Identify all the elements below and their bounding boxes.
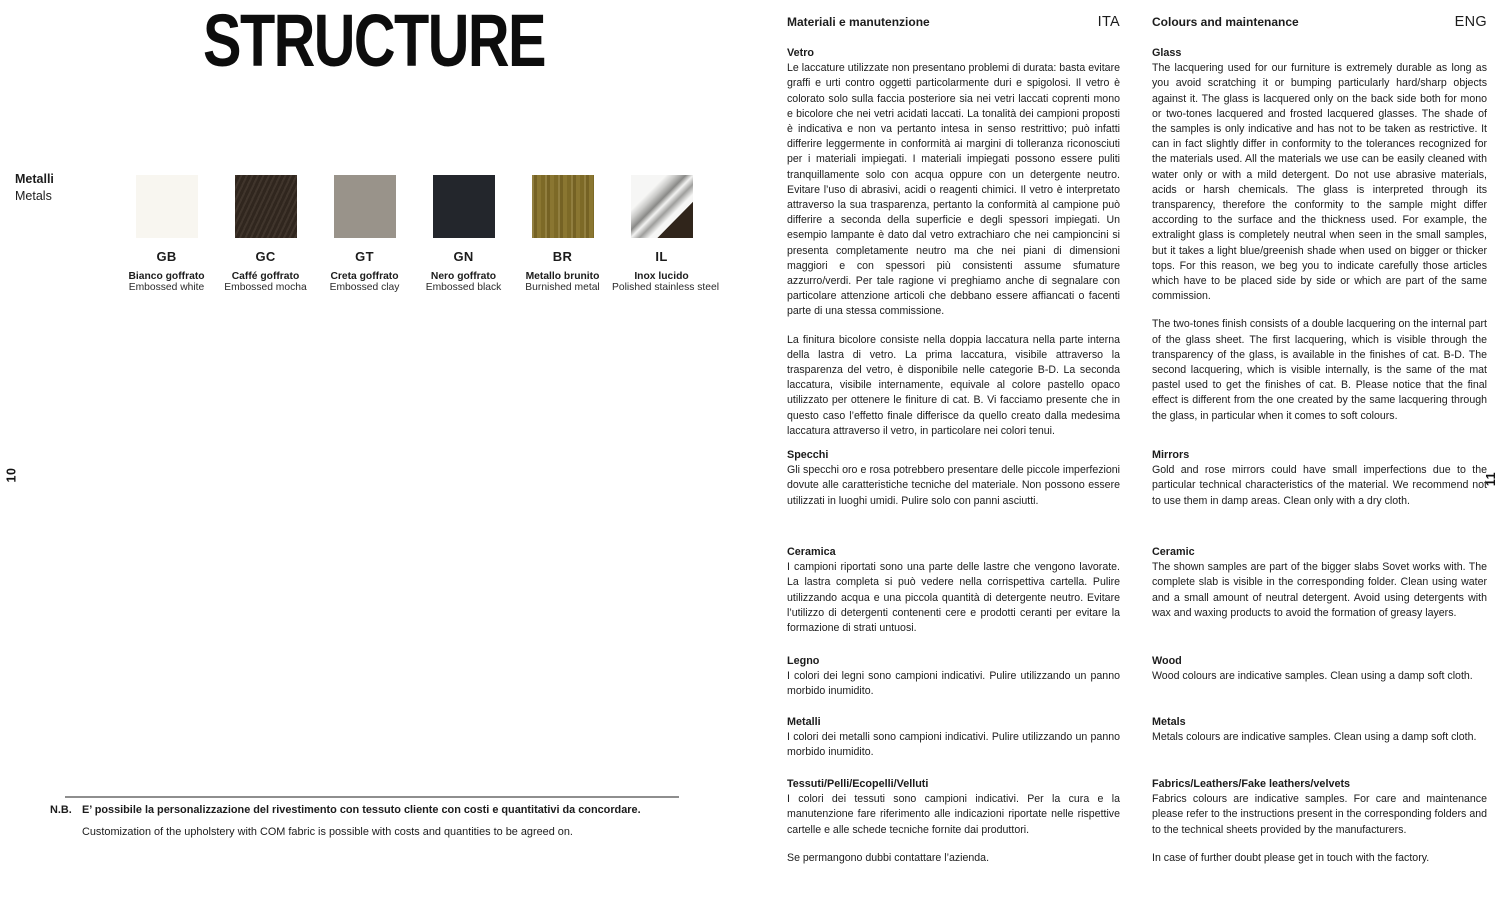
section-paragraph: Fabrics colours are indicative samples. For care and maintenance please refer to the instructions present in the corresponding folders and to the technical sheets provided by the manufacturers. [1152,793,1487,836]
footer-divider [65,796,679,798]
swatch-name-en: Embossed clay [329,282,400,293]
column-title: Materiali e manutenzione [787,15,930,29]
column-title: Colours and maintenance [1152,15,1299,29]
swatch-gb-chip [136,175,198,238]
column-header-eng [1152,14,1487,30]
section-paragraph: The two-tones finish consists of a double lacquering on the internal part of the glass sheet. The first lacquering, which is visible through the transparency of the glass, is available in the finishes of cat. B-D. The second lacquering, which is visible internally, is the same of the mat pastel used to get the finishes of cat. B. Please notice that the final effect is different from the one created by the same lacquering through the glass, in particular when it comes to soft colours. [1152,318,1487,422]
section-paragraph: The shown samples are part of the bigger slabs Sovet works with. The complete slab is visible in the corresponding folder. Clean using water and a small amount of neutral detergent. Avoid using detergents with wax and waxing products to avoid the formation of greasy layers. [1152,561,1487,619]
swatch-br [513,175,612,293]
section-paragraph: Gold and rose mirrors could have small imperfections due to the particular technical characteristics of the material. We recommend not to use them in damp areas. Clean only with a dry cloth. [1152,464,1487,507]
swatch-name-en: Embossed black [425,282,502,293]
section-paragraph: The lacquering used for our furniture is extremely durable as long as you avoid scratching it or bumping particularly hard/sharp objects against it. The glass is lacquered only on the back side both for mono or two-tones lacquered and frosted lacquered glasses. The shade of the samples is only indicative and has not to be taken as restrictive. It can in fact slightly differ in conformity to the tolerances recognized for the materials used. All the materials we use can be easily cleaned with water only or with a mild detergent. Do not use abrasive materials, acids or harsh chemicals. The glass is interpreted through its transparency, therefore the conformity to the sample might differ according to the surface and the thickness used. For example, the extralight glass is completely neutral when seen in the small samples, but it takes a light blue/greenish shade when used on bigger or thicker tops. For this reason, we beg you to indicate carefully those articles which have to be placed side by side or which are part of the same commission. [1152,62,1487,303]
closing-line-ita: Se permangono dubbi contattare l’azienda. [787,852,990,864]
swatch-name-it: Metallo brunito [525,271,600,282]
language-tag-ita: ITA [1097,14,1120,30]
section-heading: Metalli [787,716,821,728]
swatch-name-en: Burnished metal [525,282,600,293]
swatch-gn [414,175,513,293]
section-heading: Specchi [787,449,829,461]
section-mirrors [1152,448,1487,509]
page-number-left: 10 [4,467,19,483]
swatch-code: BR [552,249,573,264]
section-heading: Ceramic [1152,546,1195,558]
footnote [50,804,641,838]
section-paragraph: I colori dei metalli sono campioni indicativi. Pulire utilizzando un panno morbido inumidito. [787,731,1120,759]
section-paragraph: Gli specchi oro e rosa potrebbero presentare delle piccole imperfezioni dovute alle caratteristiche tecniche del materiale. Non possono essere utilizzati in luoghi umidi. Pulire solo con panni asciutti. [787,464,1120,507]
section-paragraph: Wood colours are indicative samples. Clean using a damp soft cloth. [1152,670,1473,683]
section-ceramica [787,545,1120,636]
footnote-line-en: Customization of the upholstery with COM fabric is possible with costs and quantities to be agreed on. [82,826,573,838]
section-tessuti [787,777,1120,838]
footnote-label: N.B. [50,804,72,816]
section-specchi [787,448,1120,509]
section-metals [1152,715,1487,745]
swatch-gt [315,175,414,293]
swatch-code: GC [255,249,276,264]
swatch-name-en: Embossed white [128,282,205,293]
swatch-name-it: Bianco goffrato [128,271,205,282]
section-vetro [787,46,1120,439]
column-header-ita [787,14,1120,30]
footnote-body [82,804,641,838]
swatch-gn-chip [433,175,495,238]
closing-line-eng: In case of further doubt please get in touch with the factory. [1152,852,1430,864]
section-metalli [787,715,1120,761]
language-tag-eng: ENG [1454,14,1487,30]
section-heading: Vetro [787,47,815,59]
footnote-line-it: E’ possibile la personalizzazione del rivestimento con tessuto cliente con costi e quantitativi da concordare. [82,804,641,816]
section-heading: Mirrors [1152,449,1190,461]
column-italian [787,0,1120,897]
section-heading: Wood [1152,655,1182,667]
page-number-right: 11 [1483,471,1498,487]
category-label-en: Metals [15,189,52,203]
category-label [15,171,54,205]
swatch-code: GT [355,249,374,264]
swatch-name-en: Embossed mocha [224,282,307,293]
section-heading: Tessuti/Pelli/Ecopelli/Velluti [787,778,929,790]
swatch-name-it: Nero goffrato [430,271,497,282]
swatch-code: GN [453,249,474,264]
section-heading: Legno [787,655,820,667]
swatch-name-it: Caffé goffrato [231,271,300,282]
section-heading: Metals [1152,716,1186,728]
section-paragraph: I campioni riportati sono una parte delle lastre che vengono lavorate. La lastra completa si può vedere nella corrispettiva cartella. Pulire utilizzando acqua e una piccola quantità di detergente neutro. Evitare l’utilizzo di detergenti contenenti cere e prodotti ceranti per evitare la formazione di strati untuosi. [787,561,1120,635]
section-heading: Glass [1152,47,1182,59]
category-label-it: Metalli [15,172,54,186]
swatch-gb [117,175,216,293]
section-legno [787,654,1120,700]
swatch-gc-chip [235,175,297,238]
swatch-name-it: Inox lucido [634,271,689,282]
section-heading: Ceramica [787,546,836,558]
section-paragraph: Metals colours are indicative samples. Clean using a damp soft cloth. [1152,731,1477,744]
swatch-code: IL [655,249,668,264]
section-fabrics [1152,777,1487,838]
page-title: STRUCTURE [203,0,545,82]
section-ceramic [1152,545,1487,621]
swatch-name-it: Creta goffrato [330,271,399,282]
swatch-il-chip [631,175,693,238]
metal-swatch-row [117,175,720,293]
swatch-gc [216,175,315,293]
section-wood [1152,654,1487,684]
column-english [1152,0,1487,897]
section-paragraph: I colori dei tessuti sono campioni indicativi. Per la cura e la manutenzione fare riferimento alle indicazioni riportate nelle rispettive cartelle e alle schede tecniche fornite dai produttori. [787,793,1120,836]
section-paragraph: I colori dei legni sono campioni indicativi. Pulire utilizzando un panno morbido inumidito. [787,670,1120,698]
swatch-br-chip [532,175,594,238]
section-heading: Fabrics/Leathers/Fake leathers/velvets [1152,778,1351,790]
swatch-il [612,175,720,293]
swatch-code: GB [156,249,177,264]
section-paragraph: Le laccature utilizzate non presentano problemi di durata: basta evitare graffi e urti contro oggetti particolarmente duri e spigolosi. Il vetro è colorato solo sulla faccia posteriore sia nei vetri laccati coprenti mono e bicolore che nei vetri acidati laccati. La tonalità dei campioni proposti è indicativa e non va pertanto intesa in senso restrittivo; può infatti differire leggermente in conformità ai margini di tolleranza riconosciuti per i materiali impiegati. I materiali impiegati possono essere puliti tranquillamente solo con acqua oppure con un detergente neutro. Evitare l’uso di abrasivi, acidi o reagenti chimici. Il vetro è interpretato attraverso la sua trasparenza, pertanto la conformità al campione può differire a seconda della superficie e degli spessori impiegati. Un esempio lampante è dato dal vetro extrachiaro che nei campioncini si presenta completamente neutro ma che nei piani di dimensioni maggiori e con spessori più consistenti assume sfumature azzurro/verdi. Per tale ragione vi preghiamo anche di segnalare con particolare attenzione articoli che debbano essere affiancati o facenti parte di una stessa commissione. [787,62,1120,318]
swatch-name-en: Polished stainless steel [612,282,720,293]
section-glass [1152,46,1487,424]
swatch-gt-chip [334,175,396,238]
section-paragraph: La finitura bicolore consiste nella doppia laccatura nella parte interna della lastra di vetro. La prima laccatura, visibile attraverso la trasparenza del vetro, è disponibile nelle categorie B-D. La seconda laccatura, visibile internamente, equivale al colore pastello opaco utilizzato per ottenere le finiture di cat. B. Vi facciamo presente che in questo caso l’effetto finale differisce da quello creato dalla medesima laccatura attraverso il vetro, in particolare nei colori tenui. [787,333,1120,437]
